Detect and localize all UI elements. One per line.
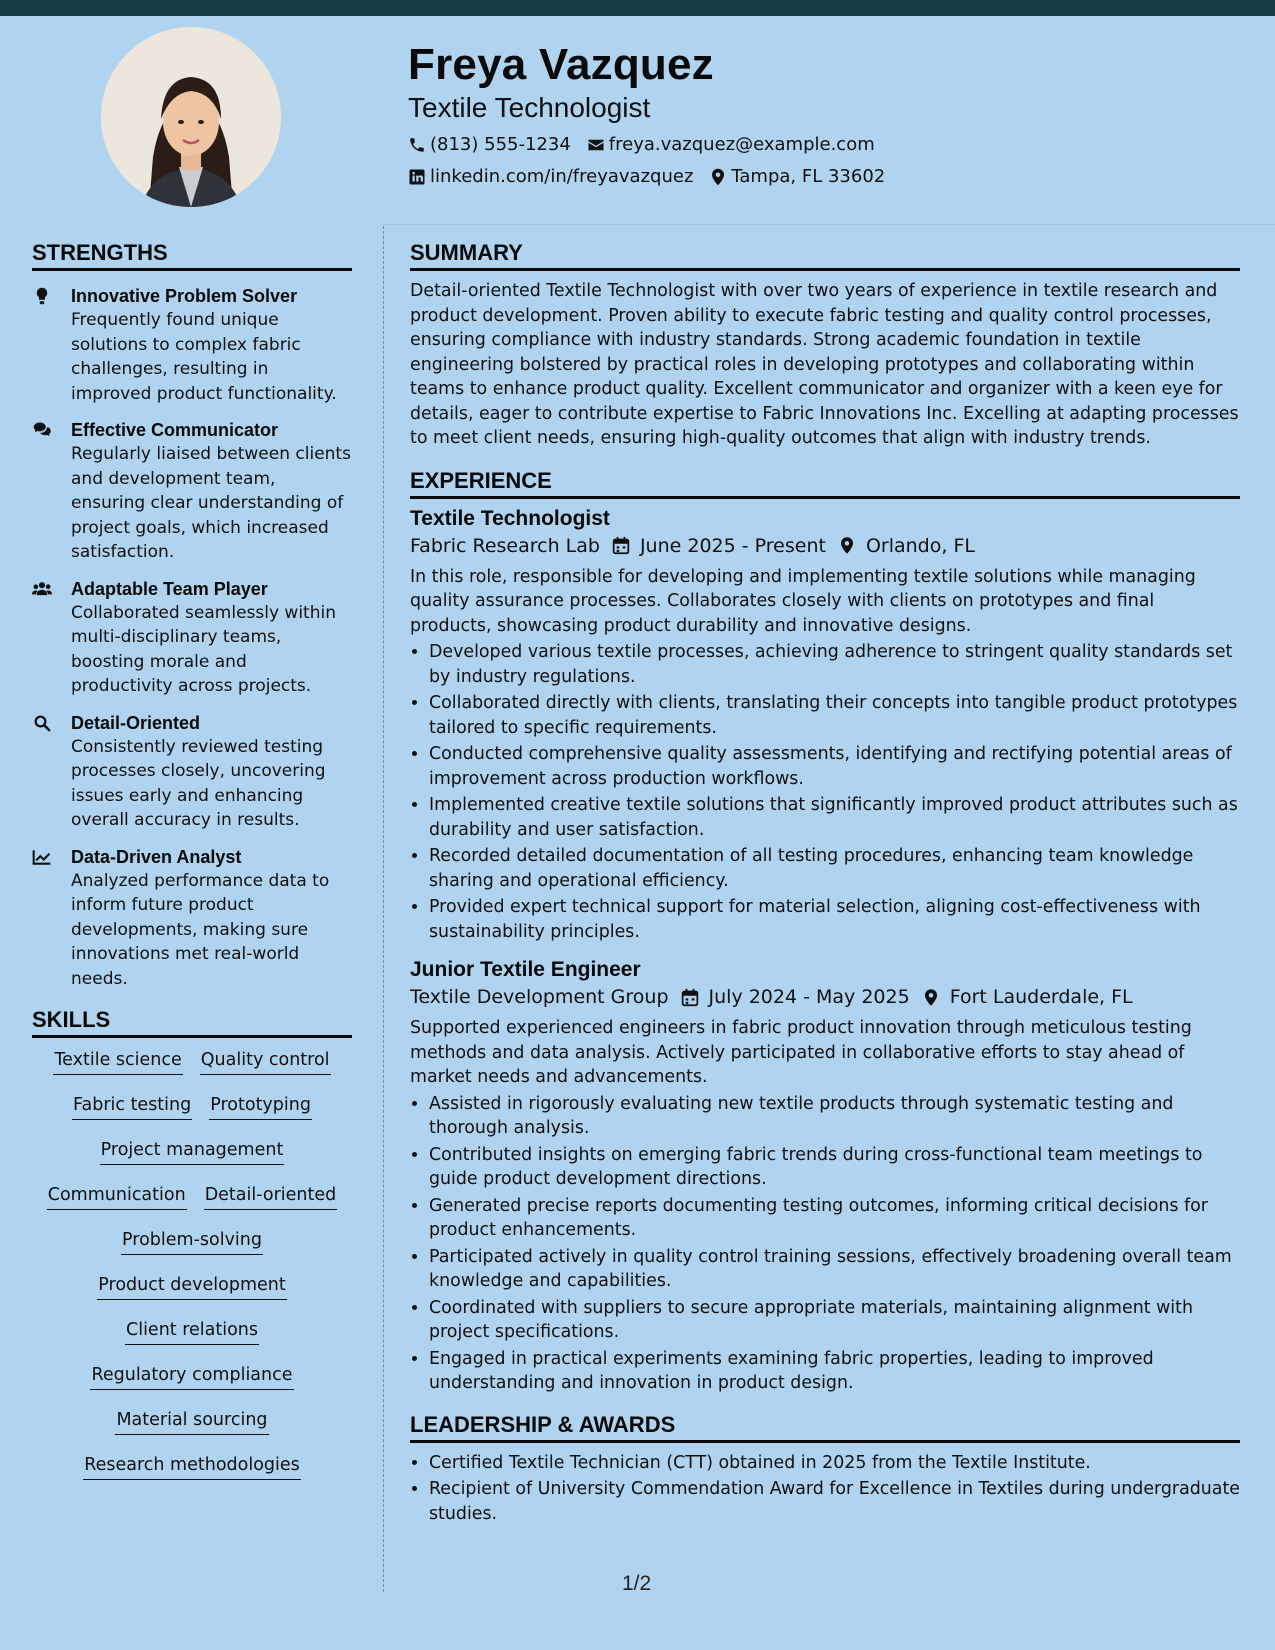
phone-text: (813) 555-1234 (430, 134, 571, 155)
skill-tag: Detail-oriented (204, 1183, 338, 1210)
left-column (32, 240, 352, 1498)
right-column (410, 240, 1240, 1528)
location-item (709, 166, 885, 187)
calendar-icon (681, 988, 699, 1007)
skill-tag: Problem-solving (121, 1228, 263, 1255)
candidate-title: Textile Technologist (408, 92, 651, 123)
profile-photo (101, 27, 281, 207)
calendar-icon (612, 536, 630, 555)
strengths-list (32, 284, 352, 991)
strength-item (32, 845, 352, 992)
job-dates: July 2024 - May 2025 (708, 986, 910, 1008)
list-item: • Provided expert technical support for material selection, aligning cost-effectiveness with sustainability principles. (429, 895, 1240, 944)
location-text: Tampa, FL 33602 (731, 166, 886, 187)
strength-item (32, 284, 352, 406)
column-divider (383, 226, 384, 1592)
summary-heading: SUMMARY (410, 240, 1240, 271)
strength-title: Detail-Oriented (71, 712, 201, 733)
email-item[interactable] (587, 134, 875, 155)
strength-title: Innovative Problem Solver (71, 286, 298, 306)
envelope-icon (587, 136, 605, 154)
strength-item (32, 418, 352, 565)
phone-icon (408, 136, 426, 154)
chart-line-icon (32, 848, 52, 866)
job-title: Junior Textile Engineer (410, 958, 641, 981)
candidate-name: Freya Vazquez (408, 40, 714, 89)
comments-icon (32, 421, 52, 439)
map-marker-icon (922, 988, 940, 1007)
list-item: • Assisted in rigorously evaluating new textile products through systematic testing and thorough analysis. (429, 1092, 1240, 1141)
skill-tag: Prototyping (209, 1093, 312, 1120)
list-item: • Certified Textile Technician (CTT) obtained in 2025 from the Textile Institute. (429, 1451, 1240, 1476)
contact-row-1 (408, 134, 875, 155)
job-meta (410, 535, 1240, 557)
job-company: Fabric Research Lab (410, 534, 600, 557)
list-item: • Coordinated with suppliers to secure appropriate materials, maintaining alignment with project specifications. (429, 1296, 1240, 1345)
lightbulb-icon (32, 287, 52, 305)
skill-tag: Project management (100, 1138, 285, 1165)
map-marker-icon (709, 168, 727, 186)
job-entry (410, 507, 1240, 945)
job-bullets (410, 640, 1240, 944)
linkedin-icon (408, 168, 426, 186)
list-item: • Conducted comprehensive quality assessments, identifying and rectifying potential areas of improvement across production workflows. (429, 742, 1240, 791)
skills-heading: SKILLS (32, 1007, 352, 1038)
linkedin-item[interactable] (408, 166, 693, 187)
list-item: • Implemented creative textile solutions that significantly improved product attributes such as durability and user satisfaction. (429, 793, 1240, 842)
skill-tag: Communication (47, 1183, 187, 1210)
job-entry (410, 958, 1240, 1396)
list-item: • Engaged in practical experiments examining fabric properties, leading to improved understanding and innovation in product design. (429, 1347, 1240, 1396)
strength-desc: Regularly liaised between clients and development team, ensuring clear understanding of project goals, which increased satisfaction. (71, 444, 351, 562)
header-divider (382, 224, 1275, 225)
leadership-list (410, 1451, 1240, 1527)
job-description: In this role, responsible for developing and implementing textile solutions while managing quality assurance processes. Collaborates closely with clients on prototypes and final products, showcasing product durability and innovative designs. (410, 566, 1196, 636)
strength-title: Effective Communicator (71, 420, 279, 440)
job-description: Supported experienced engineers in fabric product innovation through meticulous testing methods and data analysis. Actively participated in collaborative efforts to stay ahead of market needs and advancements. (410, 1018, 1192, 1087)
strength-item (32, 577, 352, 699)
job-location: Orlando, FL (865, 534, 975, 557)
search-icon (32, 714, 52, 732)
skill-tag: Regulatory compliance (90, 1363, 293, 1390)
skill-tag: Product development (97, 1273, 286, 1300)
skill-tag: Material sourcing (115, 1408, 268, 1435)
job-title: Textile Technologist (410, 506, 610, 530)
job-bullets (410, 1092, 1240, 1396)
skill-tag: Textile science (53, 1048, 182, 1075)
email-text: freya.vazquez@example.com (608, 134, 875, 155)
leadership-heading: LEADERSHIP & AWARDS (410, 1412, 1240, 1443)
skill-tag: Research methodologies (83, 1453, 301, 1480)
experience-heading: EXPERIENCE (410, 468, 1240, 499)
strength-title: Data-Driven Analyst (71, 846, 242, 867)
strength-desc: Consistently reviewed testing processes closely, uncovering issues early and enhancing overall accuracy in results. (71, 736, 326, 830)
skill-tag: Client relations (125, 1318, 259, 1345)
job-location: Fort Lauderdale, FL (949, 986, 1133, 1008)
summary-text: Detail-oriented Textile Technologist with over two years of experience in textile research and product development. Proven ability to execute fabric testing and quality control processes, ensuring compliance with industry standards. Strong academic foundation in textile engineering bolstered by practical roles in developing prototypes and collaborating within teams to enhance product quality. Excellent communicator and organizer with a keen eye for details, eager to contribute expertise to Fabric Innovations Inc. Excelling at adapting processes to meet client needs, ensuring high-quality outcomes that align with industry trends. (410, 281, 1239, 448)
top-accent-bar (0, 0, 1275, 16)
map-marker-icon (838, 536, 856, 555)
job-company: Textile Development Group (410, 986, 669, 1008)
skill-tag: Fabric testing (72, 1093, 192, 1120)
list-item: • Generated precise reports documenting testing outcomes, informing critical decisions for product enhancements. (429, 1194, 1240, 1243)
list-item: • Developed various textile processes, achieving adherence to stringent quality standards set by industry regulations. (429, 640, 1240, 689)
list-item: • Collaborated directly with clients, translating their concepts into tangible product prototypes tailored to specific requirements. (429, 691, 1240, 740)
strength-title: Adaptable Team Player (71, 578, 268, 599)
list-item: • Participated actively in quality control training sessions, effectively broadening overall team knowledge and capabilities. (429, 1245, 1240, 1294)
skill-tag: Quality control (200, 1048, 331, 1075)
strength-desc: Analyzed performance data to inform future product developments, making sure innovations met real-world needs. (71, 870, 330, 989)
strength-item (32, 711, 352, 833)
list-item: • Recorded detailed documentation of all testing procedures, enhancing team knowledge sharing and operational efficiency. (429, 844, 1240, 893)
list-item: • Recipient of University Commendation Award for Excellence in Textiles during undergraduate studies. (429, 1477, 1240, 1526)
list-item: • Contributed insights on emerging fabric trends during cross-functional team meetings to guide product development directions. (429, 1143, 1240, 1192)
job-meta (410, 986, 1240, 1008)
strength-desc: Collaborated seamlessly within multi-disciplinary teams, boosting morale and productivity across projects. (71, 602, 336, 696)
skills-list (32, 1048, 352, 1498)
users-icon (32, 580, 52, 598)
linkedin-text: linkedin.com/in/freyavazquez (430, 166, 694, 187)
strength-desc: Frequently found unique solutions to complex fabric challenges, resulting in improved product functionality. (71, 310, 337, 404)
job-dates: June 2025 - Present (639, 534, 826, 557)
phone-item[interactable] (408, 134, 571, 155)
contact-row-2 (408, 166, 885, 187)
page-number: 1/2 (622, 1572, 652, 1595)
strengths-heading: STRENGTHS (32, 240, 352, 271)
